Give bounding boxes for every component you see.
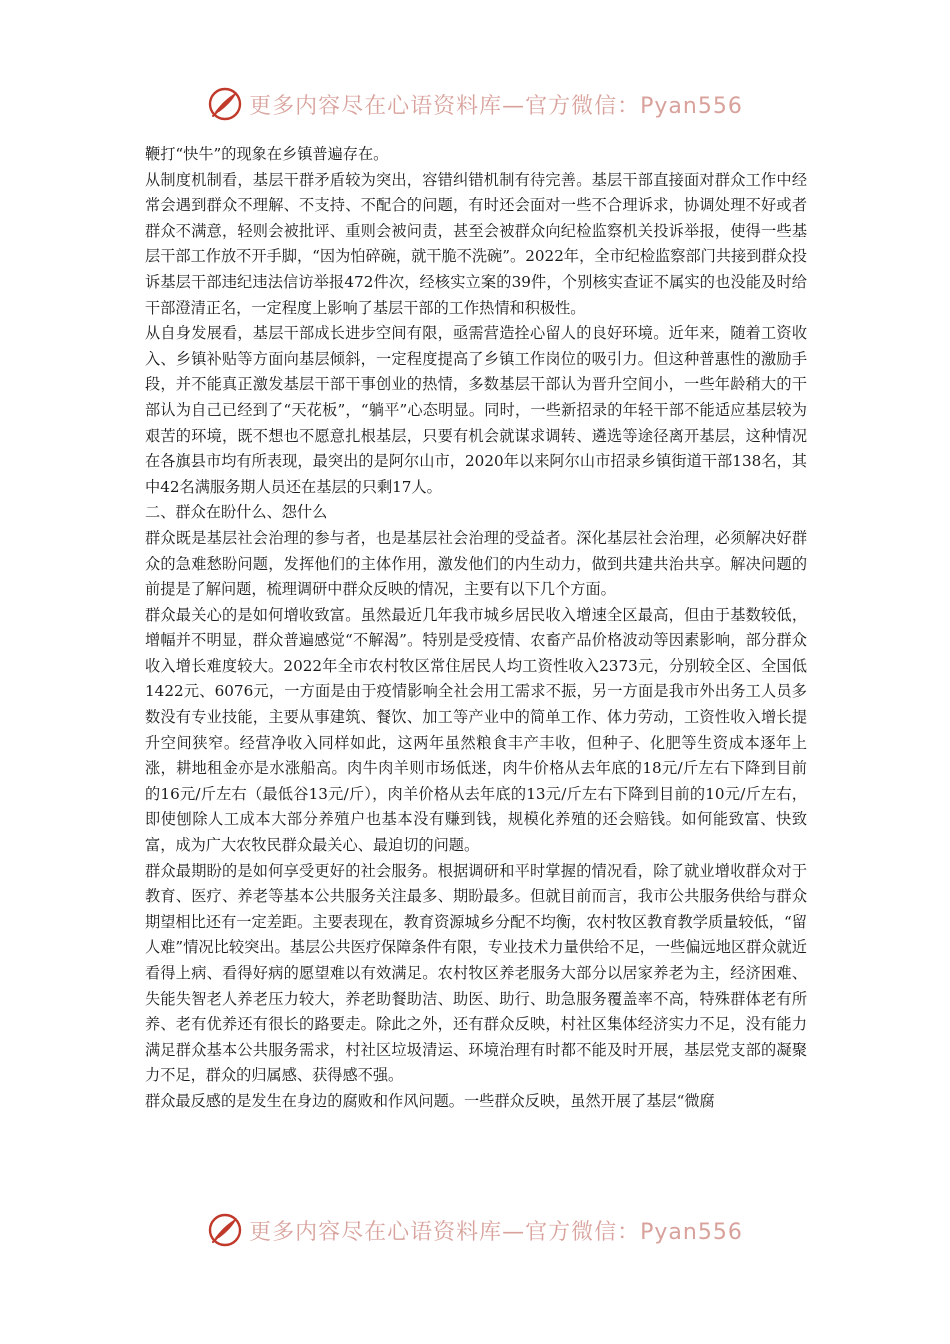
paragraph: 鞭打“快牛”的现象在乡镇普遍存在。 [145, 145, 389, 163]
document-body [145, 142, 807, 1115]
paragraph: 群众既是基层社会治理的参与者，也是基层社会治理的受益者。深化基层社会治理，必须解决好群众的急难愁盼问题，发挥他们的主体作用，激发他们的内生动力，做到共建共治共享。解决问题的前提是了解问题，梳理调研中群众反映的情况，主要有以下几个方面。 [145, 528, 807, 599]
watermark-text: 更多内容尽在心语资料库—官方微信：Pyan556 [249, 93, 743, 119]
paragraph: 群众最期盼的是如何享受更好的社会服务。根据调研和平时掌握的情况看，除了就业增收群众对于教育、医疗、养老等基本公共服务关注最多、期盼最多。但就目前而言，我市公共服务供给与群众期望相比还有一定差距。主要表现在，教育资源城乡分配不均衡，农村牧区教育教学质量较低，“留人难”情况比较突出。基层公共医疗保障条件有限，专业技术力量供给不足，一些偏远地区群众就近看得上病、看得好病的愿望难以有效满足。农村牧区养老服务大部分以居家养老为主，经济困难、失能失智老人养老压力较大，养老助餐助洁、助医、助行、助急服务覆盖率不高，特殊群体老有所养、老有优养还有很长的路要走。除此之外，还有群众反映，村社区集体经济实力不足，没有能力满足群众基本公共服务需求，村社区垃圾清运、环境治理有时都不能及时开展，基层党支部的凝聚力不足，群众的归属感、获得感不强。 [145, 861, 807, 1085]
paragraph: 从自身发展看，基层干部成长进步空间有限，亟需营造拴心留人的良好环境。近年来，随着工资收入、乡镇补贴等方面向基层倾斜，一定程度提高了乡镇工作岗位的吸引力。但这种普惠性的激励手段，并不能真正激发基层干部干事创业的热情，多数基层干部认为晋升空间小，一些年龄稍大的干部认为自己已经到了“天花板”，“躺平”心态明显。同时，一些新招录的年轻干部不能适应基层较为艰苦的环境，既不想也不愿意扎根基层，只要有机会就谋求调转、遴选等途径离开基层，这种情况在各旗县市均有所表现，最突出的是阿尔山市，2020年以来阿尔山市招录乡镇街道干部138名，其中42名满服务期人员还在基层的只剩17人。 [145, 324, 807, 496]
quill-pen-logo-icon [207, 86, 243, 122]
header-watermark-banner [0, 82, 950, 126]
paragraph: 从制度机制看，基层干群矛盾较为突出，容错纠错机制有待完善。基层干部直接面对群众工作中经常会遇到群众不理解、不支持、不配合的问题，有时还会面对一些不合理诉求，协调处理不好或者群众不满意，轻则会被批评、重则会被问责，甚至会被群众向纪检监察机关投诉举报，使得一些基层干部工作放不开手脚，“因为怕碎碗，就干脆不洗碗”。2022年，全市纪检监察部门共接到群众投诉基层干部违纪违法信访举报472件次，经核实立案的39件，个别核实查证不属实的也没能及时给干部澄清正名，一定程度上影响了基层干部的工作热情和积极性。 [145, 170, 807, 317]
footer-watermark-banner [0, 1208, 950, 1252]
section-heading: 二、群众在盼什么、怨什么 [145, 503, 328, 522]
watermark-text: 更多内容尽在心语资料库—官方微信：Pyan556 [249, 1219, 743, 1245]
quill-pen-logo-icon [207, 1212, 243, 1248]
paragraph: 群众最反感的是发生在身边的腐败和作风问题。一些群众反映，虽然开展了基层“微腐 [145, 1091, 715, 1110]
paragraph: 群众最关心的是如何增收致富。虽然最近几年我市城乡居民收入增速全区最高，但由于基数较低，增幅并不明显，群众普遍感觉“不解渴”。特别是受疫情、农畜产品价格波动等因素影响，部分群众收入增长难度较大。2022年全市农村牧区常住居民人均工资性收入2373元，分别较全区、全国低1422元、6076元，一方面是由于疫情影响全社会用工需求不振，另一方面是我市外出务工人员多数没有专业技能，主要从事建筑、餐饮、加工等产业中的简单工作、体力劳动，工资性收入增长提升空间狭窄。经营净收入同样如此，这两年虽然粮食丰产丰收，但种子、化肥等生资成本逐年上涨，耕地租金亦是水涨船高。肉牛肉羊则市场低迷，肉牛价格从去年底的18元/斤左右下降到目前的16元/斤左右（最低谷13元/斤），肉羊价格从去年底的13元/斤左右下降到目前的10元/斤左右，即使刨除人工成本大部分养殖户也基本没有赚到钱，规模化养殖的还会赔钱。如何能致富、快致富，成为广大农牧民群众最关心、最迫切的问题。 [145, 605, 807, 855]
